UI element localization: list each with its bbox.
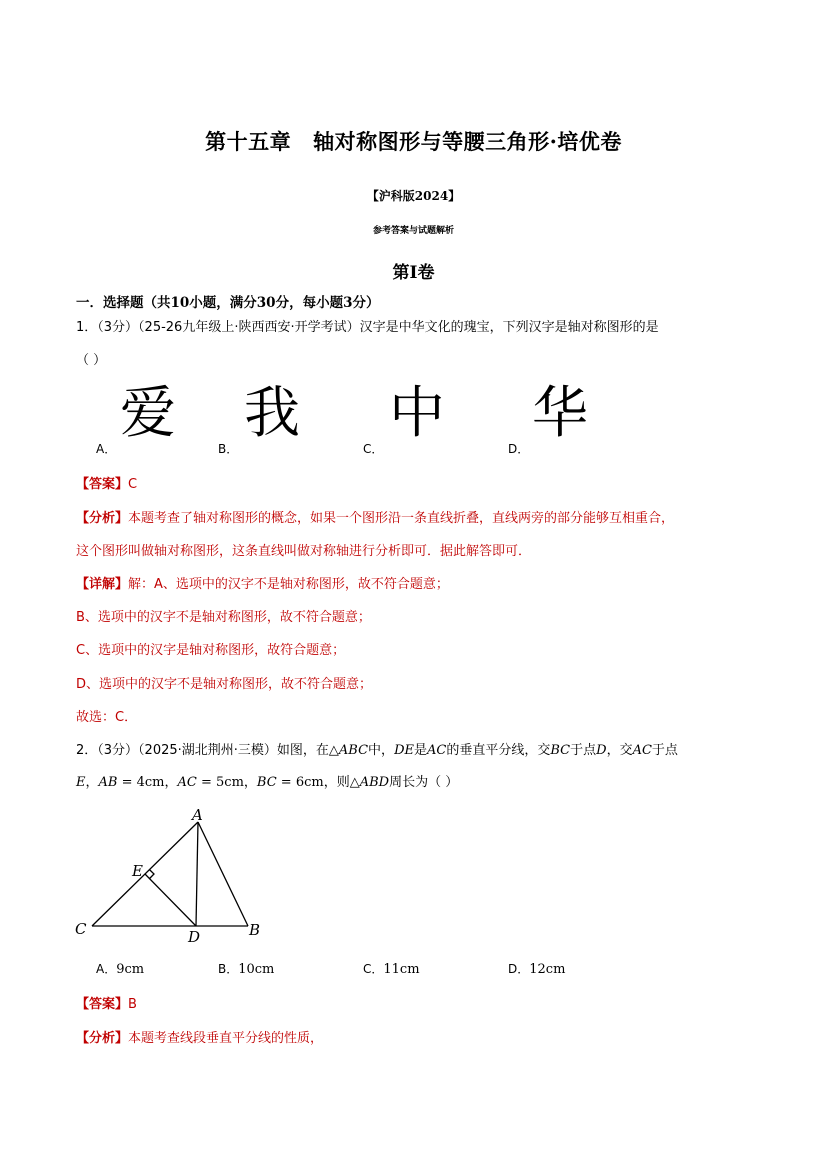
q2-option-b [218,960,274,977]
option-letter: B． [218,442,239,456]
option-letter: D． [508,962,530,976]
math-bc: BC [550,743,571,758]
answer-value: C [128,477,138,492]
q1-choice: 故选：C． [76,710,138,725]
q2-option-a [96,960,144,977]
math-ac: AC [632,743,652,758]
option-letter: D． [508,442,530,456]
ab-value: = 4cm， [117,775,178,790]
text: ，交 [606,743,633,758]
chapter-name: 轴对称图形与等腰三角形·培优卷 [313,129,622,154]
side-ab [198,822,248,926]
math-ac: AC [177,775,197,790]
triangle-symbol: △ [328,743,339,758]
q1-detail-line4: D、选项中的汉字不是轴对称图形，故不符合题意； [76,677,373,692]
text: 是 [413,743,427,758]
triangle-symbol: △ [349,775,360,790]
text: 周长为（ ） [389,775,459,790]
analysis-tag: 【分析】 [76,511,129,526]
q2-stem-line1 [76,739,678,758]
math-ac: AC [427,743,447,758]
q2-option-d [508,960,565,977]
math-de: DE [394,743,414,758]
option-char: 华 [532,381,588,446]
text: 中， [368,743,395,758]
analysis-text: 本题考查了轴对称图形的概念，如果一个图形沿一条直线折叠，直线两旁的部分能够互相重合， [128,511,675,526]
option-char: 中 [389,381,445,446]
edition-label: 【沪科版2024】 [366,189,461,203]
answer-tag: 【答案】 [76,477,129,492]
segment-de [145,874,196,926]
math-abc: ABC [338,743,369,758]
option-letter: C． [363,442,384,456]
math-e: E [76,775,86,790]
q2-analysis [76,1027,323,1046]
triangle-figure [70,800,270,950]
option-letter: B． [218,962,239,976]
q1-answer [76,473,137,492]
q2-option-c [363,960,420,977]
q1-detail-line2: B、选项中的汉字不是轴对称图形，故不符合题意； [76,610,371,625]
page-title [0,126,827,156]
q2-prefix: 2．（3分）（2025·湖北荆州·三模）如图，在 [76,743,329,758]
answer-tag: 【答案】 [76,997,129,1012]
answer-value: B [128,997,137,1012]
detail-text: 解：A、选项中的汉字不是轴对称图形，故不符合题意； [128,577,449,592]
option-value: 10cm [238,962,275,977]
vertex-label-e: E [132,862,143,880]
option-value: 11cm [383,962,420,977]
text: ， [85,775,99,790]
q2-stem-line2 [76,771,458,790]
vertex-label-b: B [249,921,261,939]
subtitle: 参考答案与试题解析 [372,226,454,236]
math-d: D [596,743,607,758]
text: 于点 [570,743,597,758]
option-letter: C． [363,962,384,976]
q1-detail [76,573,449,592]
segment-ad [196,822,198,926]
option-char: 我 [244,381,300,446]
q1-paren: （ ） [76,353,107,368]
text: 的垂直平分线，交 [446,743,551,758]
chapter-label: 第十五章 [205,129,292,154]
volume-heading: 第I卷 [392,263,435,283]
option-char: 爱 [120,381,176,446]
vertex-label-c: C [75,920,87,938]
right-angle-mark [150,870,155,879]
vertex-label-a: A [192,806,203,824]
q1-analysis [76,507,674,526]
detail-tag: 【详解】 [76,577,129,592]
bc-value: = 6cm，则 [276,775,350,790]
section-heading: 一．选择题（共10小题，满分30分，每小题3分） [76,295,380,311]
math-abd: ABD [359,775,390,790]
option-letter: A． [96,962,117,976]
math-bc: BC [256,775,277,790]
analysis-text: 本题考查线段垂直平分线的性质， [128,1031,324,1046]
q1-stem: 1．（3分）（25-26九年级上·陕西西安·开学考试）汉字是中华文化的瑰宝，下列汉字是轴对称图形的是 [76,320,659,335]
ac-value: = 5cm， [196,775,257,790]
q2-answer [76,993,137,1012]
q1-analysis-line2: 这个图形叫做轴对称图形，这条直线叫做对称轴进行分析即可．据此解答即可． [76,544,532,559]
q1-detail-line3: C、选项中的汉字是轴对称图形，故符合题意； [76,643,346,658]
analysis-tag: 【分析】 [76,1031,129,1046]
vertex-label-d: D [188,928,201,946]
option-value: 9cm [116,962,145,977]
option-value: 12cm [529,962,566,977]
math-ab: AB [98,775,118,790]
option-letter: A． [96,442,117,456]
text: 于点 [651,743,678,758]
